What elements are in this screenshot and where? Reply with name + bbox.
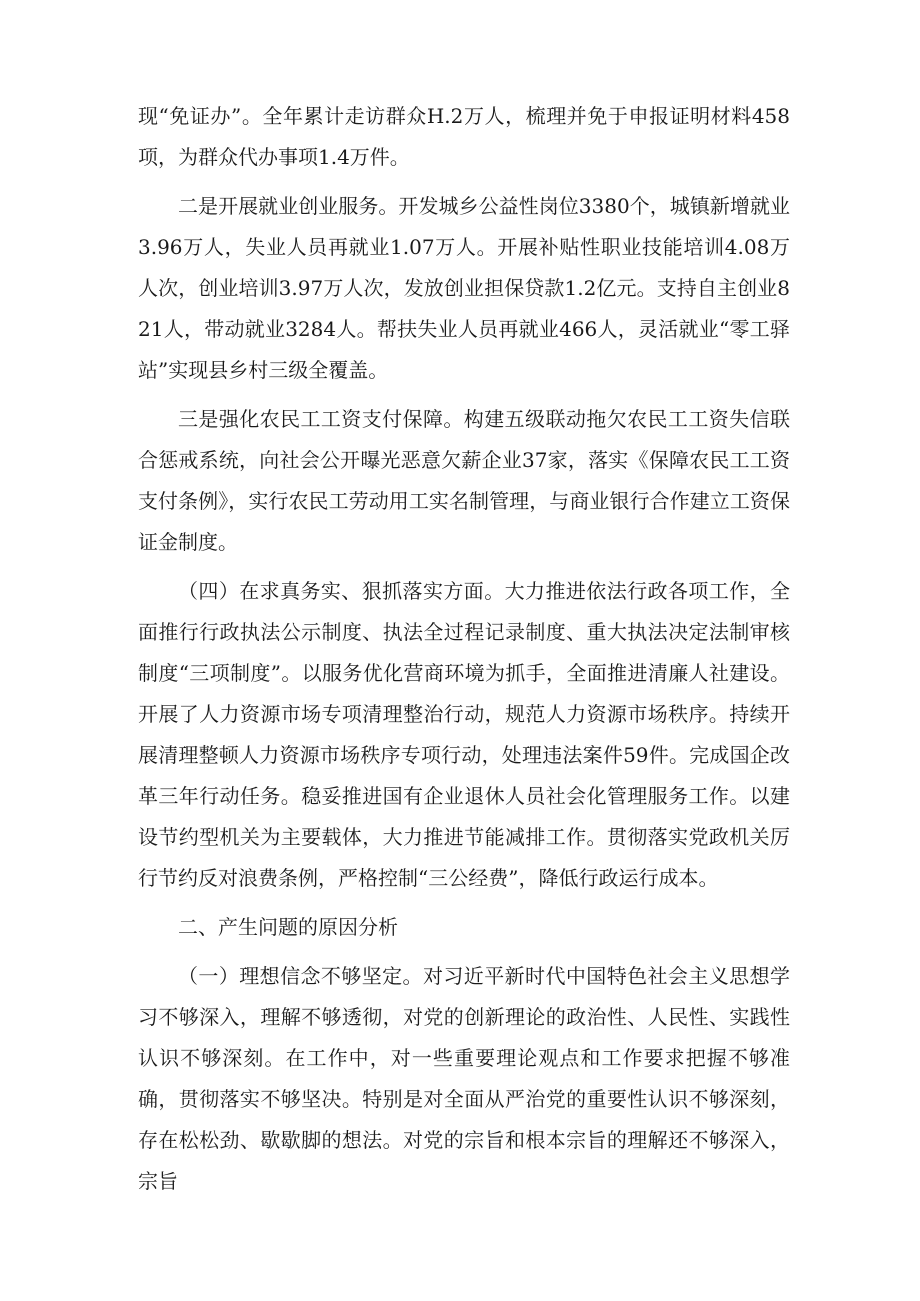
paragraph-continuation: 现“免证办”。全年累计走访群众H.2万人，梳理并免于申报证明材料458项，为群众代办事项1.4万件。 — [138, 104, 790, 169]
paragraph-wage-payment: 三是强化农民工工资支付保障。构建五级联动拖欠农民工工资失信联合惩戒系统，向社会公开曝光恶意欠薪企业37家，落实《保障农民工工资支付条例》，实行农民工劳动用工实名制管理，与商业银行合作建立工资保证金制度。 — [138, 407, 790, 554]
paragraph-practical-work: （四）在求真务实、狠抓落实方面。大力推进依法行政各项工作，全面推行行政执法公示制度、执法全过程记录制度、重大执法决定法制审核制度“三项制度”。以服务优化营商环境为抓手，全面推进清廉人社建设。开展了人力资源市场专项清理整治行动，规范人力资源市场秩序。持续开展清理整顿人力资源市场秩序专项行动，处理违法案件59件。完成国企改革三年行动任务。稳妥推进国有企业退休人员社会化管理服务工作。以建设节约型机关为主要载体，大力推进节能减排工作。贯彻落实党政机关厉行节约反对浪费条例，严格控制“三公经费”，降低行政运行成本。 — [138, 579, 790, 890]
document-body — [138, 96, 790, 1210]
paragraph-employment-services: 二是开展就业创业服务。开发城乡公益性岗位3380个，城镇新增就业3.96万人，失业人员再就业1.07万人。开展补贴性职业技能培训4.08万人次，创业培训3.97万人次，发放创业担保贷款1.2亿元。支持自主创业821人，带动就业3284人。帮扶失业人员再就业466人，灵活就业“零工驿站”实现县乡村三级全覆盖。 — [138, 194, 790, 382]
section-heading-cause-analysis: 二、产生问题的原因分析 — [178, 915, 398, 939]
paragraph-ideals-beliefs: （一）理想信念不够坚定。对习近平新时代中国特色社会主义思想学习不够深入，理解不够透彻，对党的创新理论的政治性、人民性、实践性认识不够深刻。在工作中，对一些重要理论观点和工作要求把握不够准确，贯彻落实不够坚决。特别是对全面从严治党的重要性认识不够深刻，存在松松劲、歇歇脚的想法。对党的宗旨和根本宗旨的理解还不够深入，宗旨 — [138, 964, 790, 1193]
